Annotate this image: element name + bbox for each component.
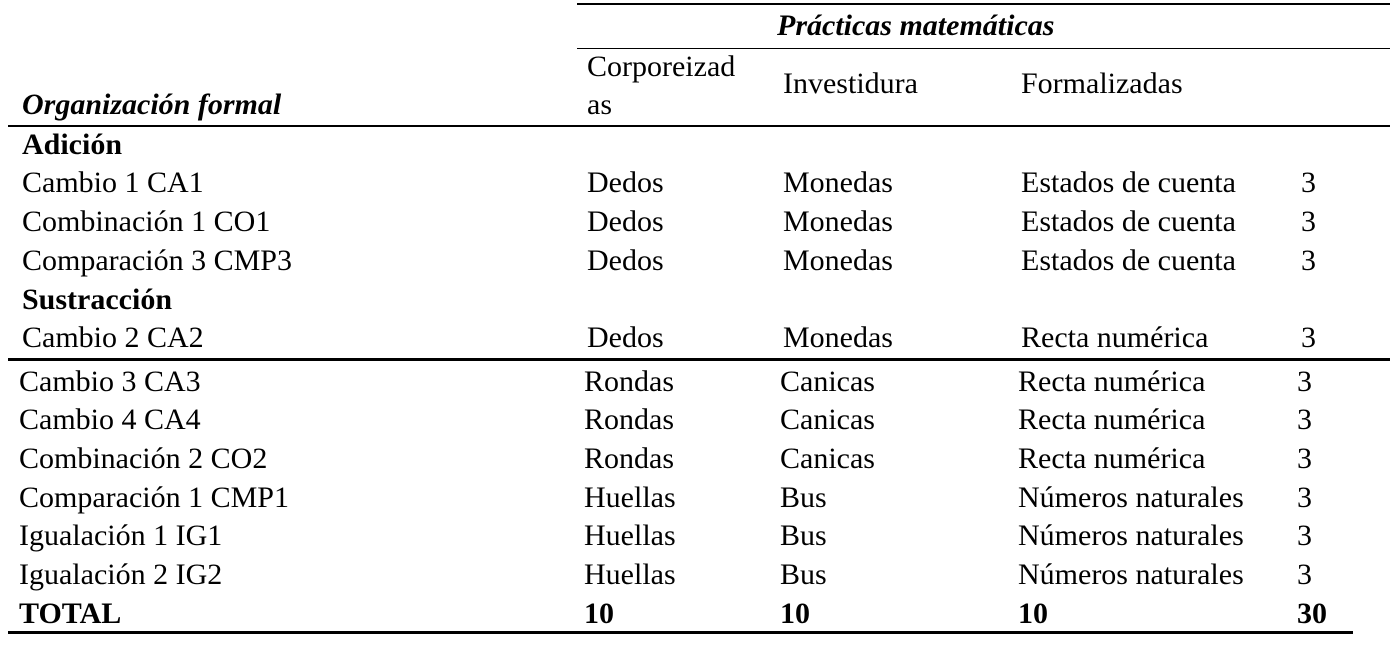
cell-corporeizadas: Dedos xyxy=(587,166,664,199)
cell-investidura: Bus xyxy=(780,481,827,514)
section-title-adicion: Adición xyxy=(22,128,123,161)
col-header-corporeizadas-2: as xyxy=(587,88,612,121)
cell-count: 3 xyxy=(1297,519,1312,552)
cell-count: 3 xyxy=(1297,442,1312,475)
cell-formalizadas: Números naturales xyxy=(1018,519,1244,552)
cell-corporeizadas: Dedos xyxy=(587,244,664,277)
cell-formalizadas: Recta numérica xyxy=(1018,403,1206,436)
cell-investidura: Canicas xyxy=(780,442,875,475)
cell-formalizadas: Recta numérica xyxy=(1021,321,1209,354)
cell-corporeizadas: Rondas xyxy=(584,365,674,398)
row-label: Combinación 1 CO1 xyxy=(22,205,271,238)
header-top-rule xyxy=(577,3,1390,5)
cell-investidura: Canicas xyxy=(780,365,875,398)
row-label: Cambio 3 CA3 xyxy=(19,365,201,398)
cell-count: 3 xyxy=(1297,365,1312,398)
col-header-corporeizadas-1: Corporeizad xyxy=(587,50,736,83)
cell-formalizadas: Estados de cuenta xyxy=(1021,205,1236,238)
cell-investidura: Monedas xyxy=(783,166,893,199)
row-label: Igualación 2 IG2 xyxy=(19,558,223,591)
cell-investidura: Bus xyxy=(780,558,827,591)
total-corporeizadas: 10 xyxy=(584,597,614,630)
total-investidura: 10 xyxy=(780,597,810,630)
cell-investidura: Canicas xyxy=(780,403,875,436)
cell-corporeizadas: Huellas xyxy=(584,481,676,514)
table-bottom-rule xyxy=(8,631,1353,634)
page-break-rule xyxy=(8,358,1390,361)
cell-formalizadas: Recta numérica xyxy=(1018,365,1206,398)
header-sub-rule xyxy=(577,48,1390,49)
cell-formalizadas: Números naturales xyxy=(1018,481,1244,514)
cell-formalizadas: Recta numérica xyxy=(1018,442,1206,475)
col-header-formalizadas: Formalizadas xyxy=(1021,67,1183,100)
cell-investidura: Monedas xyxy=(783,321,893,354)
practices-group-title: Prácticas matemáticas xyxy=(777,9,1055,42)
row-label: Cambio 1 CA1 xyxy=(22,166,204,199)
total-count: 30 xyxy=(1297,597,1327,630)
cell-formalizadas: Números naturales xyxy=(1018,558,1244,591)
cell-corporeizadas: Rondas xyxy=(584,403,674,436)
cell-corporeizadas: Dedos xyxy=(587,321,664,354)
cell-formalizadas: Estados de cuenta xyxy=(1021,166,1236,199)
row-label: Cambio 2 CA2 xyxy=(22,321,204,354)
cell-formalizadas: Estados de cuenta xyxy=(1021,244,1236,277)
total-label: TOTAL xyxy=(19,597,122,630)
cell-count: 3 xyxy=(1297,481,1312,514)
section-title-sustraccion: Sustracción xyxy=(22,283,172,316)
cell-corporeizadas: Dedos xyxy=(587,205,664,238)
cell-investidura: Monedas xyxy=(783,244,893,277)
row-label: Cambio 4 CA4 xyxy=(19,403,201,436)
total-formalizadas: 10 xyxy=(1018,597,1048,630)
cell-corporeizadas: Huellas xyxy=(584,519,676,552)
cell-count: 3 xyxy=(1301,205,1316,238)
row-label: Igualación 1 IG1 xyxy=(19,519,223,552)
cell-count: 3 xyxy=(1301,166,1316,199)
col-header-investidura: Investidura xyxy=(783,67,918,100)
cell-count: 3 xyxy=(1297,558,1312,591)
cell-count: 3 xyxy=(1297,403,1312,436)
header-bottom-rule xyxy=(8,125,1390,127)
row-label: Comparación 3 CMP3 xyxy=(22,244,292,277)
row-label: Combinación 2 CO2 xyxy=(19,442,268,475)
cell-investidura: Bus xyxy=(780,519,827,552)
cell-count: 3 xyxy=(1301,244,1316,277)
row-label: Comparación 1 CMP1 xyxy=(19,481,289,514)
row-header: Organización formal xyxy=(22,88,282,121)
cell-corporeizadas: Rondas xyxy=(584,442,674,475)
cell-corporeizadas: Huellas xyxy=(584,558,676,591)
cell-investidura: Monedas xyxy=(783,205,893,238)
cell-count: 3 xyxy=(1301,321,1316,354)
